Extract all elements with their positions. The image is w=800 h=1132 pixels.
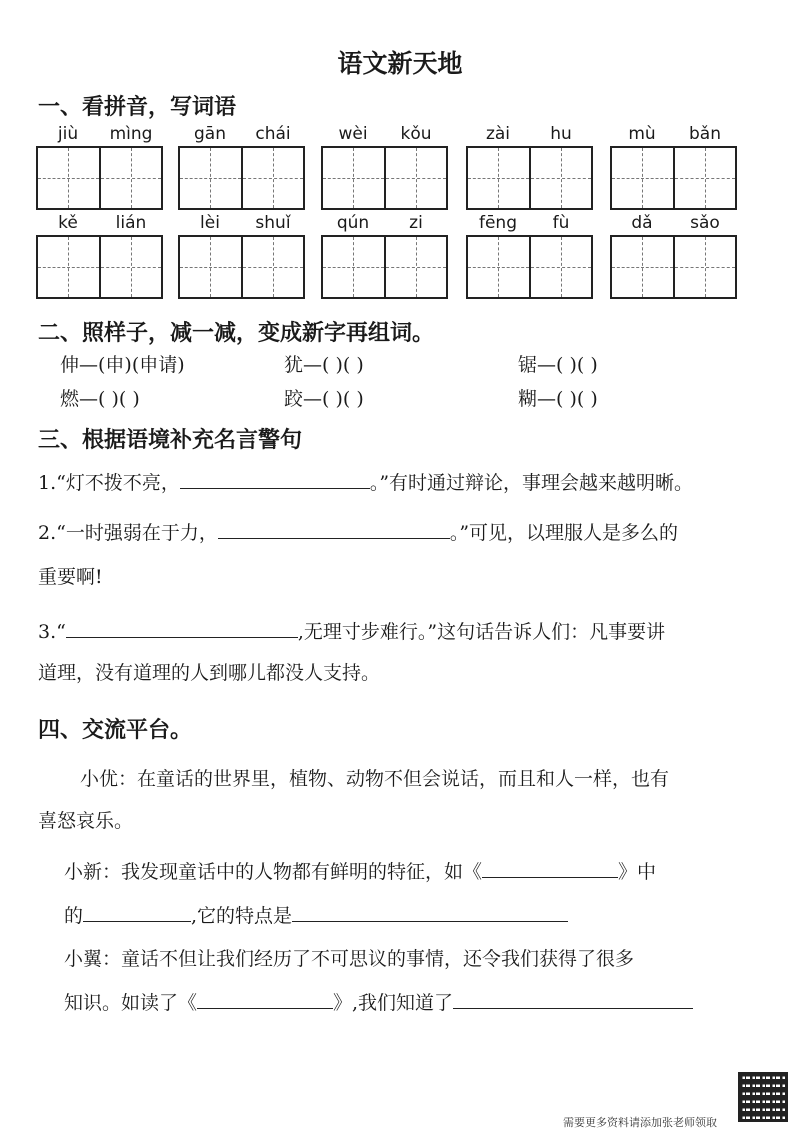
answer-blank[interactable] xyxy=(197,990,333,1009)
question-3 xyxy=(38,617,665,644)
char-item: 锯—( )( ) xyxy=(518,354,598,376)
answer-blank[interactable] xyxy=(482,859,618,878)
pinyin-label: sǎo xyxy=(690,213,720,233)
char-item: 伸—(申)(申请) xyxy=(60,354,185,376)
writing-box[interactable] xyxy=(178,146,305,210)
pinyin-label: qún xyxy=(336,213,370,233)
writing-box[interactable] xyxy=(36,146,163,210)
pinyin-label: dǎ xyxy=(631,213,653,233)
q1-before: 1.“灯不拨不亮， xyxy=(38,472,180,494)
xiaoxin-line2 xyxy=(64,901,568,928)
pinyin-label: kǒu xyxy=(400,124,432,144)
pinyin-label: gān xyxy=(194,124,226,144)
pinyin-label: shuǐ xyxy=(255,213,291,233)
q2-after: 。”可见，以理服人是多么的 xyxy=(449,522,679,544)
section4-heading: 四、交流平台。 xyxy=(38,718,193,743)
pinyin-label: hu xyxy=(550,124,572,144)
pinyin-label: lián xyxy=(115,213,147,233)
q2-line2: 重要啊! xyxy=(38,566,103,588)
xiaoyou-line1: 小优：在童话的世界里，植物、动物不但会说话，而且和人一样，也有 xyxy=(80,768,670,790)
xiaoxin-text-a: 小新：我发现童话中的人物都有鲜明的特征，如《 xyxy=(64,861,483,883)
xiaoyi-line1: 小翼：童话不但让我们经历了不可思议的事情，还令我们获得了很多 xyxy=(64,948,635,970)
xiaoyi-text-a: 知识。如读了《 xyxy=(64,992,198,1014)
footer-note: 需要更多资料请添加张老师领取 xyxy=(563,1116,717,1129)
page-title: 语文新天地 xyxy=(337,49,463,78)
char-item: 糊—( )( ) xyxy=(518,388,598,410)
qr-code xyxy=(738,1072,788,1122)
xiaoxin-text-d: ,它的特点是 xyxy=(191,905,293,927)
q3-line2: 道理，没有道理的人到哪儿都没人支持。 xyxy=(38,662,381,684)
pinyin-label: jiù xyxy=(57,124,79,144)
answer-blank[interactable] xyxy=(292,903,568,922)
xiaoyi-line2 xyxy=(64,988,693,1015)
answer-blank[interactable] xyxy=(66,619,298,638)
writing-box[interactable] xyxy=(610,235,737,299)
answer-blank[interactable] xyxy=(218,520,450,539)
writing-box[interactable] xyxy=(466,146,593,210)
xiaoxin-text-b: 》中 xyxy=(618,861,657,883)
xiaoxin-line1 xyxy=(64,857,656,884)
xiaoyi-text-b: 》,我们知道了 xyxy=(333,992,454,1014)
pinyin-label: zi xyxy=(409,213,423,233)
xiaoxin-text-c: 的 xyxy=(64,905,84,927)
question-2 xyxy=(38,518,678,545)
pinyin-label: chái xyxy=(255,124,291,144)
answer-blank[interactable] xyxy=(83,903,191,922)
pinyin-label: bǎn xyxy=(689,124,721,144)
answer-blank[interactable] xyxy=(453,990,693,1009)
writing-box[interactable] xyxy=(321,235,448,299)
writing-box[interactable] xyxy=(466,235,593,299)
char-item: 燃—( )( ) xyxy=(60,388,140,410)
pinyin-label: kě xyxy=(58,213,78,233)
pinyin-label: mù xyxy=(628,124,656,144)
writing-box[interactable] xyxy=(36,235,163,299)
q2-before: 2.“一时强弱在于力， xyxy=(38,522,218,544)
section3-heading: 三、根据语境补充名言警句 xyxy=(38,428,303,453)
pinyin-label: lèi xyxy=(200,213,220,233)
pinyin-label: fù xyxy=(552,213,570,233)
q3-after: ,无理寸步难行。”这句话告诉人们：凡事要讲 xyxy=(297,621,666,643)
section1-heading: 一、看拼音，写词语 xyxy=(38,95,237,120)
pinyin-label: wèi xyxy=(338,124,368,144)
answer-blank[interactable] xyxy=(180,470,370,489)
writing-box[interactable] xyxy=(610,146,737,210)
xiaoyou-line2: 喜怒哀乐。 xyxy=(38,810,134,832)
pinyin-label: zài xyxy=(485,124,511,144)
question-1 xyxy=(38,468,693,495)
char-item: 跤—( )( ) xyxy=(284,388,364,410)
writing-box[interactable] xyxy=(178,235,305,299)
section2-heading: 二、照样子，减一减，变成新字再组词。 xyxy=(38,321,435,346)
pinyin-label: fēng xyxy=(478,213,517,233)
q3-before: 3.“ xyxy=(38,621,66,643)
q1-after: 。”有时通过辩论，事理会越来越明晰。 xyxy=(369,472,694,494)
char-item: 犹—( )( ) xyxy=(284,354,364,376)
writing-box[interactable] xyxy=(321,146,448,210)
pinyin-label: mìng xyxy=(109,124,153,144)
